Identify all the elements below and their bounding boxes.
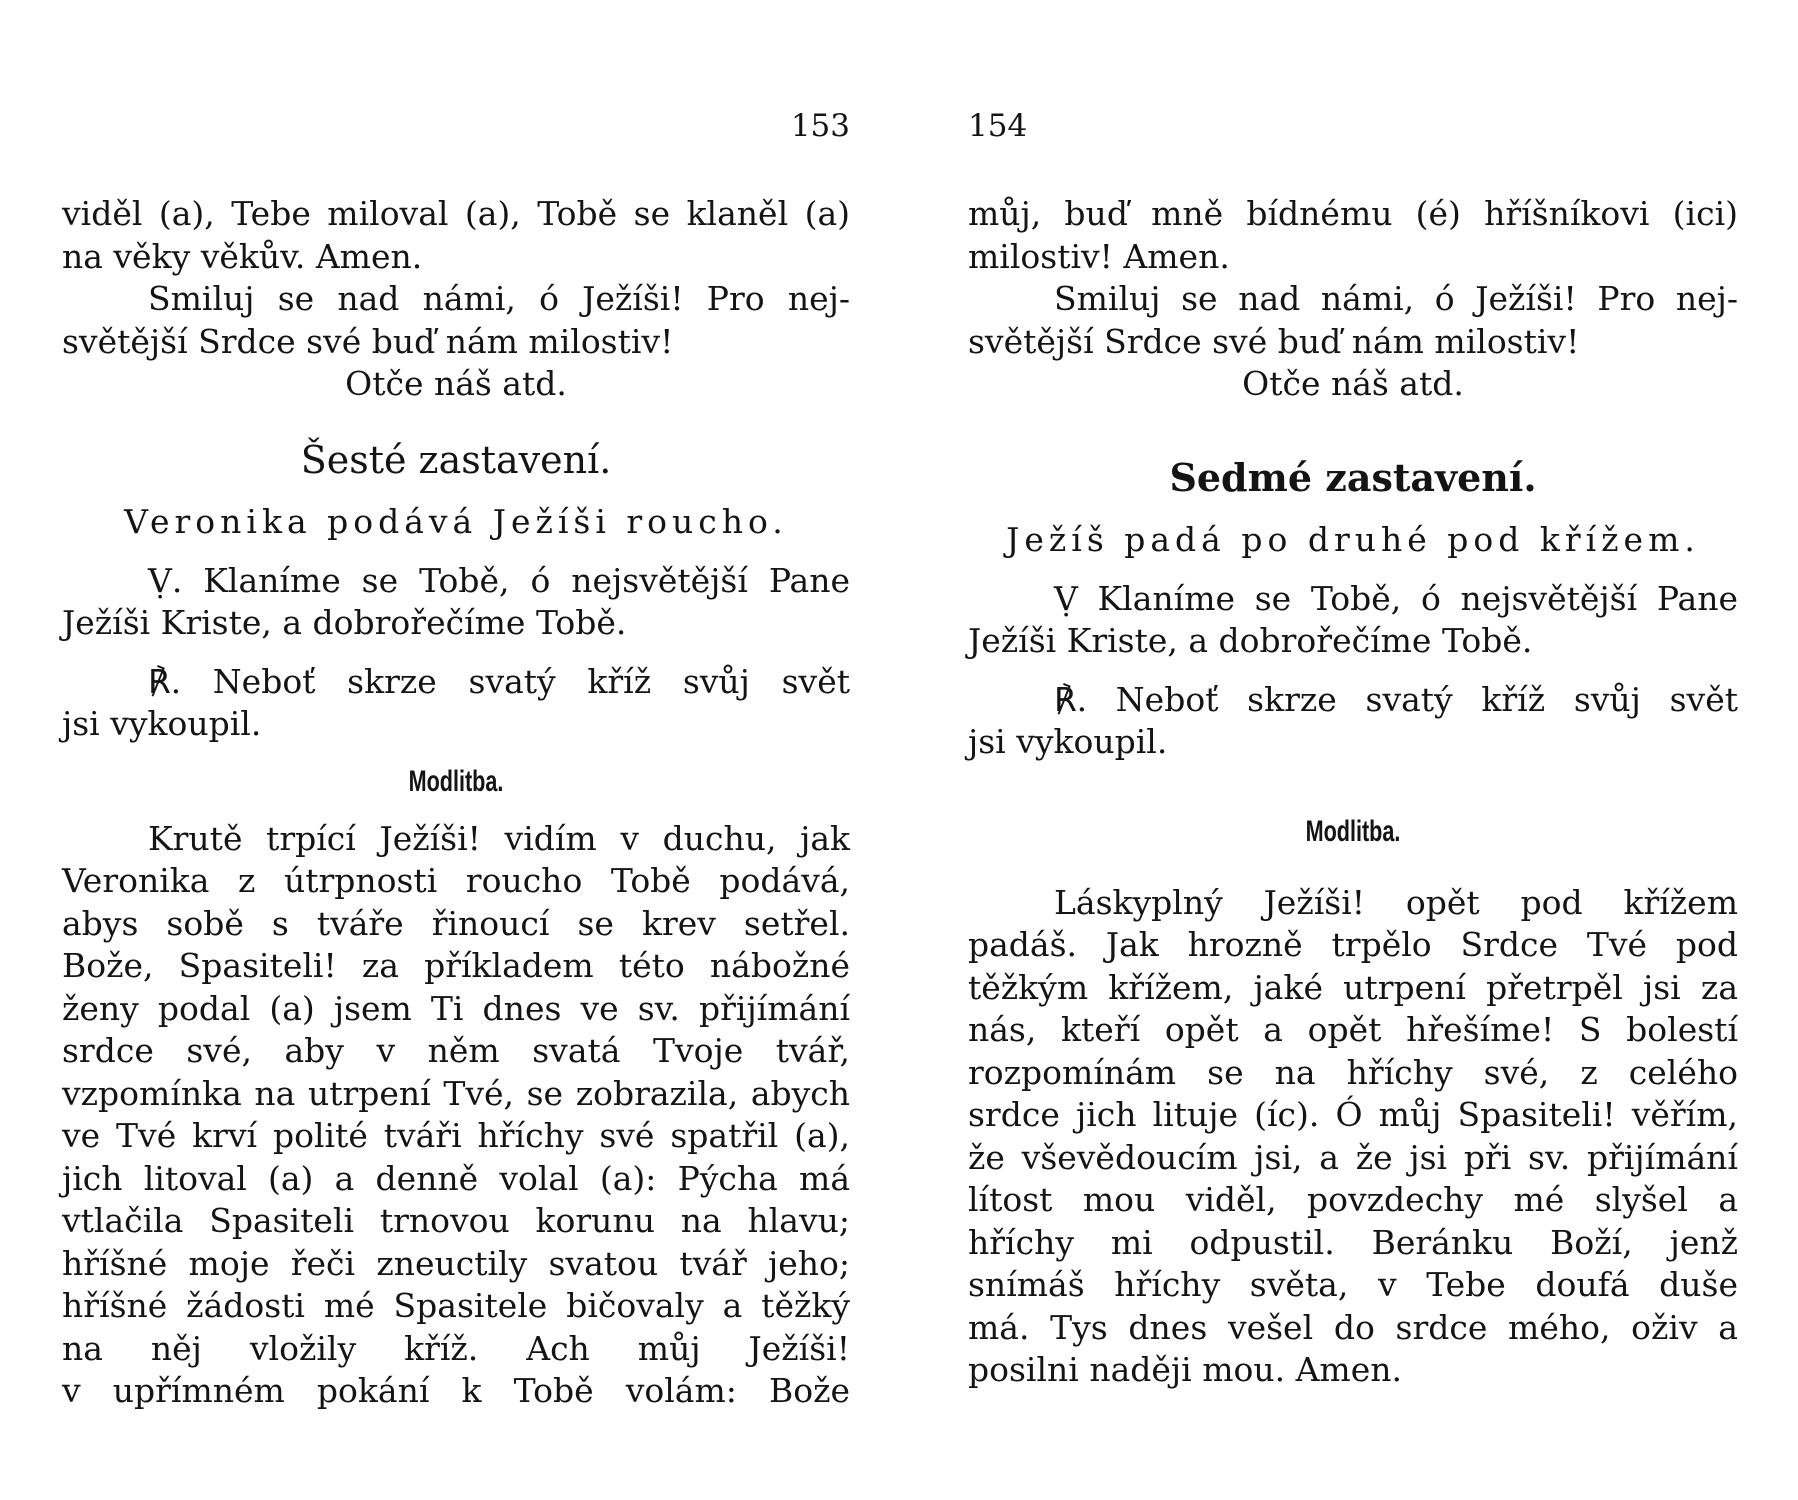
response-line: jsi vykoupil. [62,704,262,743]
station-title: Sedmé zastavení. [1169,454,1537,500]
station-subtitle: Ježíš padá po druhé pod křížem. [1006,519,1700,559]
prayer-line: jich litoval (a) a denně volal (a): Pýcha má [62,1158,850,1198]
prayer-line: těžkým křížem, jaké utrpení přetrpěl jsi za [968,967,1738,1007]
prayer-label: Modlitba. [408,764,504,798]
prayer-line: ve Tvé krví polité tváři hříchy své spatřil (a), [62,1116,850,1155]
text-line: viděl (a), Tebe miloval (a), Tobě se klaněl (a) [62,194,850,233]
prayer-line: vzpomínka na utrpení Tvé, se zobrazila, abych [62,1073,850,1113]
right-page [968,0,1738,1500]
prayer-line: snímáš hříchy světa, v Tebe doufá duše [968,1265,1738,1304]
prayer-line: posilni naději mou. Amen. [968,1350,1402,1389]
prayer-line: v upřímném pokání k Tobě volám: Bože [62,1371,850,1410]
text-line: Smiluj se nad námi, ó Ježíši! Pro nej- [1054,279,1738,318]
prayer-line: padáš. Jak hrozně trpělo Srdce Tvé pod [968,925,1738,964]
left-page [62,0,850,1500]
response-line: ℟. Neboť skrze svatý kříž svůj svět [1054,679,1738,719]
prayer-line: hříchy mi odpustil. Beránku Boží, jenž [968,1222,1738,1262]
prayer-line: hříšné moje řeči zneuctily svatou tvář jeho; [62,1243,850,1283]
prayer-line: na něj vložily kříž. Ach můj Ježíši! [62,1328,850,1368]
text-line: světější Srdce své buď nám milostiv! [968,321,1580,361]
prayer-line: hříšné žádosti mé Spasitele bičovaly a těžký [62,1286,850,1325]
versicle-line: Ježíši Kriste, a dobrořečíme Tobě. [62,603,627,642]
text-line: Smiluj se nad námi, ó Ježíši! Pro nej- [148,279,850,318]
response-line: ℟. Neboť skrze svatý kříž svůj svět [148,661,850,701]
prayer-line: že vševědoucím jsi, a že jsi při sv. přijímání [968,1137,1738,1177]
text-line: na věky věkův. Amen. [62,236,423,276]
prayer-line: nás, kteří opět a opět hřešíme! S bolestí [968,1010,1738,1049]
versicle-line: Ṿ Klaníme se Tobě, ó nejsvětější Pane [1054,578,1738,618]
prayer-line: má. Tys dnes vešel do srdce mého, oživ a [968,1307,1738,1347]
page-number: 154 [968,108,1028,144]
page-number: 153 [790,108,850,144]
prayer-line: vtlačila Spasiteli trnovou korunu na hlavu; [62,1201,850,1240]
prayer-line: Veronika z útrpnosti roucho Tobě podává, [62,861,850,900]
station-title: Šesté zastavení. [300,437,612,482]
text-line: světější Srdce své buď nám milostiv! [62,321,674,361]
prayer-line: Bože, Spasiteli! za příkladem této nábožné [62,946,850,985]
page-content [62,193,850,1413]
station-subtitle: Veronika podává Ježíši roucho. [124,501,788,541]
prayer-line: Krutě trpící Ježíši! vidím v duchu, jak [148,818,850,858]
text-line: můj, buď mně bídnému (é) hříšníkovi (ici) [968,194,1738,233]
prayer-line: srdce své, aby v něm svatá Tvoje tvář, [62,1031,850,1070]
prayer-line: ženy podal (a) jsem Ti dnes ve sv. přijímání [62,988,850,1028]
prayer-line: rozpomínám se na hříchy své, z celého [968,1052,1738,1092]
response-line: jsi vykoupil. [968,722,1168,761]
otce-nas-line: Otče náš atd. [345,364,567,403]
prayer-line: lítost mou viděl, povzdechy mé slyšel a [968,1180,1738,1219]
versicle-line: Ṿ. Klaníme se Tobě, ó nejsvětější Pane [148,560,850,600]
prayer-line: abys sobě s tváře řinoucí se krev setřel. [62,903,850,943]
prayer-line: srdce jich lituje (íc). Ó můj Spasiteli! věřím, [968,1095,1738,1134]
versicle-line: Ježíši Kriste, a dobrořečíme Tobě. [968,621,1533,660]
text-line: milostiv! Amen. [968,236,1230,276]
prayer-line: Láskyplný Ježíši! opět pod křížem [1054,882,1738,922]
page-content [968,193,1738,1392]
prayer-label: Modlitba. [1305,814,1401,848]
otce-nas-line: Otče náš atd. [1242,364,1464,403]
